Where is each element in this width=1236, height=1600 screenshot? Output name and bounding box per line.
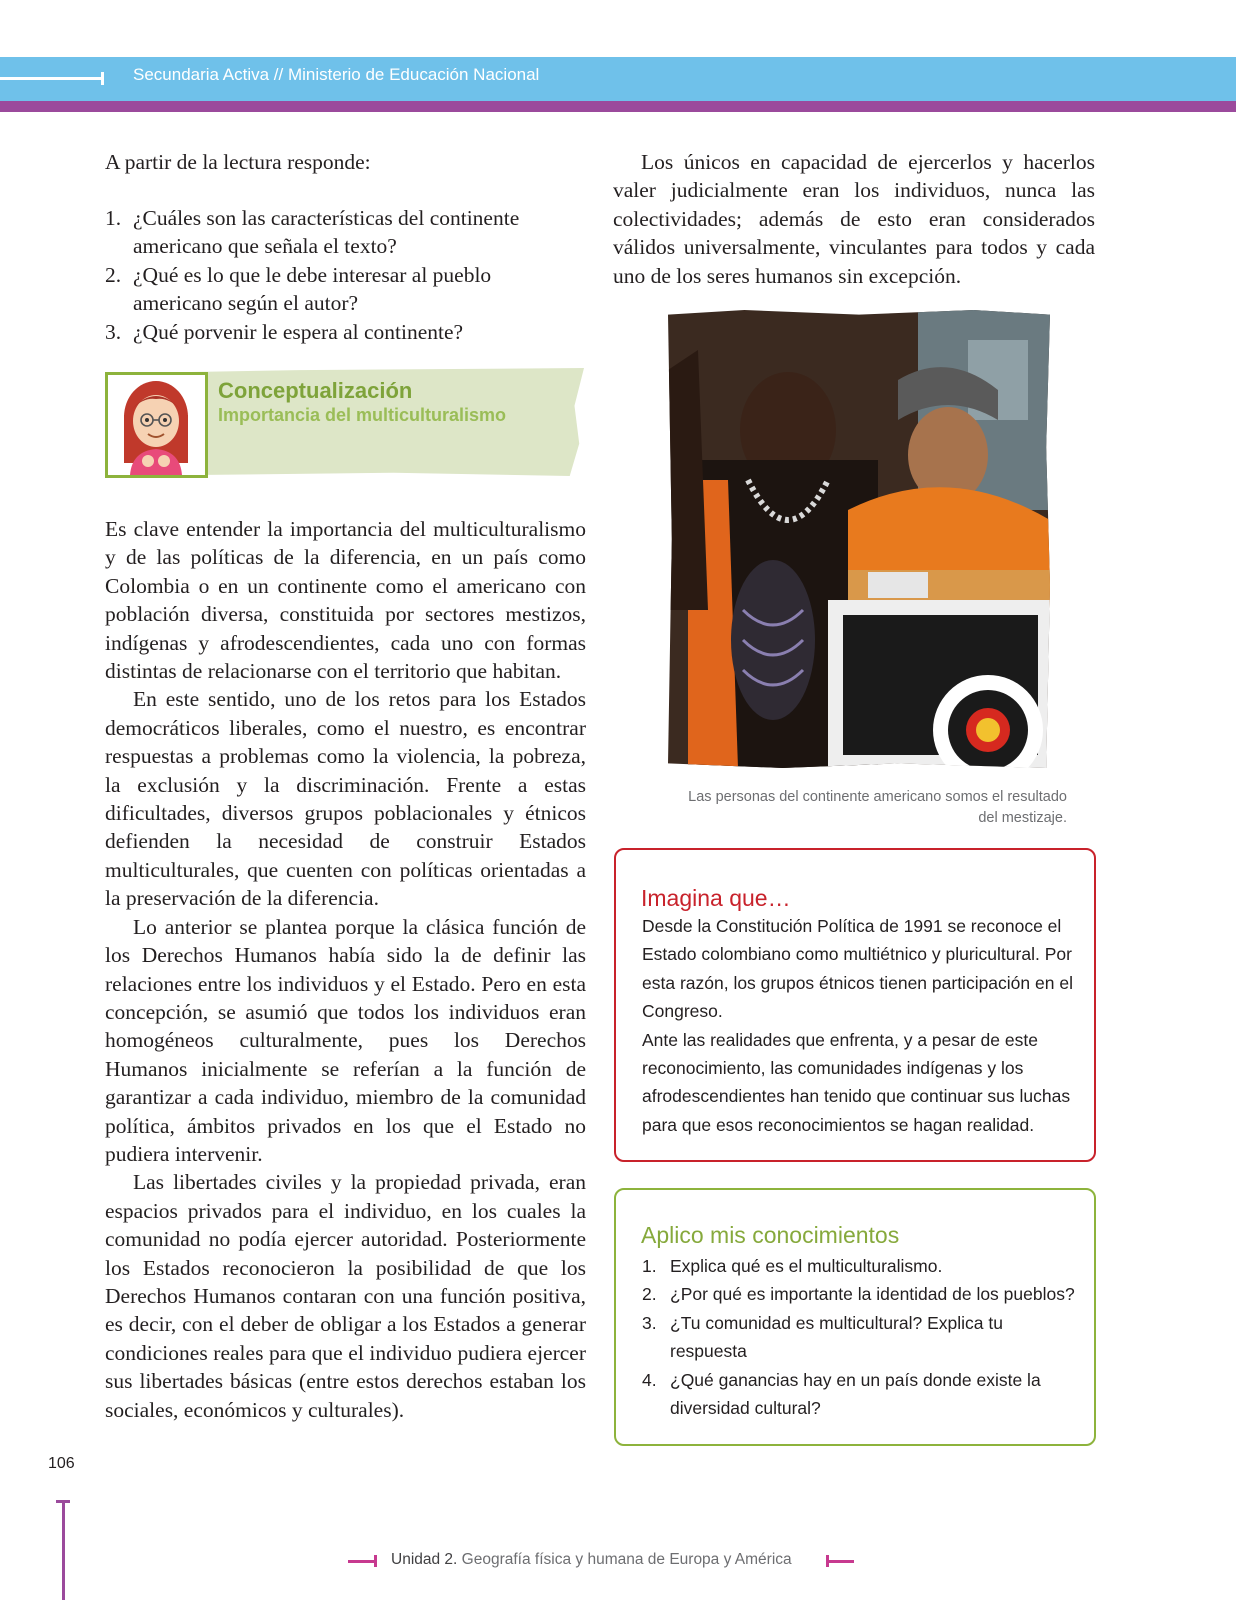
imagina-paragraph: Desde la Constitución Política de 1991 se reconoce el Estado colombiano como multiétnico y pluricultural. Por esta razón, los grupos étnicos tienen participación en el Congreso. xyxy=(642,916,1073,1022)
photo-caption xyxy=(640,787,1067,829)
page-margin-line xyxy=(62,1500,65,1600)
photo-illustration xyxy=(668,310,1050,768)
item-number: 1. xyxy=(105,206,122,230)
footer-unit-title: Geografía física y humana de Europa y América xyxy=(461,1551,792,1568)
item-number: 2. xyxy=(105,262,122,287)
item-number: 2. xyxy=(642,1284,657,1305)
list-item xyxy=(105,204,585,261)
imagina-paragraph: Ante las realidades que enfrenta, y a pesar de este reconocimiento, las comunidades indígenas y los afrodescendientes han tenido que continuar sus luchas para que esos reconocimientos se hagan realidad. xyxy=(642,1029,1071,1135)
page-number: 106 xyxy=(48,1455,75,1472)
community-photo xyxy=(668,310,1050,768)
aplico-list xyxy=(642,1252,1082,1422)
aplico-title: Aplico mis conocimientos xyxy=(641,1222,900,1248)
concept-title: Conceptualización xyxy=(218,378,413,403)
reading-intro: A partir de la lectura responde: xyxy=(105,150,371,174)
item-text: ¿Tu comunidad es multicultural? Explica tu respuesta xyxy=(670,1312,1003,1362)
item-number: 1. xyxy=(642,1256,657,1276)
list-item xyxy=(105,261,585,318)
footer-unit-label: Unidad 2. xyxy=(391,1551,458,1568)
footer-rule-left xyxy=(348,1560,376,1563)
item-text: ¿Qué ganancias hay en un país donde existe la diversidad cultural? xyxy=(670,1369,1041,1419)
list-item xyxy=(642,1366,1082,1423)
list-item xyxy=(642,1309,1082,1366)
header-title: Secundaria Activa // Ministerio de Educación Nacional xyxy=(133,65,540,84)
body-paragraph: Las libertades civiles y la propiedad privada, eran espacios privados para el individuo, en los cuales la comunidad no podía ejercer autoridad. Posteriormente los Estados reconocieron la posibilidad de que los Derechos Humanos contaran con una función positiva, es decir, con el deber de obligar a los Estados a generar condiciones reales para que el individuo pudiera ejercer sus libertades básicas (entre estos derechos estaban los sociales, económicos y culturales). xyxy=(105,1170,586,1422)
item-text: ¿Por qué es importante la identidad de los pueblos? xyxy=(670,1284,1075,1305)
right-paragraph: Los únicos en capacidad de ejercerlos y hacerlos valer judicialmente eran los individuos, nunca las colectividades; además de esto eran considerados válidos universalmente, vinculantes para todos y cada uno de los seres humanos sin excepción. xyxy=(613,150,1095,288)
body-paragraph: En este sentido, uno de los retos para los Estados democráticos liberales, como el nuestro, es encontrar respuestas a problemas como la violencia, la pobreza, la exclusión y la discriminación. Frente a estas dificultades, diversos grupos poblacionales y étnicos defienden la necesidad de construir Estados multiculturales, que cuenten con políticas orientadas a la preservación de la diferencia. xyxy=(105,687,586,911)
concept-subtitle: Importancia del multiculturalismo xyxy=(218,405,507,425)
footer-rule-right xyxy=(826,1560,854,1563)
list-item xyxy=(642,1280,1082,1308)
item-number: 3. xyxy=(642,1312,657,1333)
body-paragraph: Es clave entender la importancia del multiculturalismo y de las políticas de la diferencia, en un país como Colombia o en un continente como el americano con población diversa, constituida por sectores mestizos, indígenas y afrodescendientes, cada uno con formas distintas de relacionarse con el territorio que habitan. xyxy=(105,517,586,684)
item-text: Explica qué es el multiculturalismo. xyxy=(670,1256,943,1276)
item-text: ¿Qué porvenir le espera al continente? xyxy=(133,319,464,344)
girl-avatar-icon xyxy=(108,375,205,475)
imagina-text xyxy=(642,912,1082,1139)
concept-avatar-frame xyxy=(105,372,208,478)
caption-line: del mestizaje. xyxy=(978,810,1067,826)
footer-tick-left xyxy=(374,1555,377,1567)
list-item xyxy=(105,318,585,346)
footer-unit xyxy=(391,1551,792,1569)
header-rule-tick xyxy=(101,72,104,85)
header-rule xyxy=(0,77,102,80)
imagina-title: Imagina que… xyxy=(641,885,791,911)
item-number: 4. xyxy=(642,1369,657,1390)
item-text: ¿Cuáles son las características del continente americano que señala el texto? xyxy=(133,206,520,259)
reading-questions xyxy=(105,204,585,346)
list-item xyxy=(642,1252,1082,1280)
item-number: 3. xyxy=(105,319,122,344)
caption-line: Las personas del continente americano somos el resultado xyxy=(688,789,1067,805)
footer-tick-right xyxy=(826,1555,829,1567)
body-paragraph: Lo anterior se plantea porque la clásica función de los Derechos Humanos había sido la de definir las relaciones entre los individuos y el Estado. Pero en esta concepción, se asumió que todos los individuos eran homogéneos culturalmente, pues los Derechos Humanos inicialmente se referían a la función de garantizar a cada individuo, miembro de la comunidad política, ámbitos privados en los que el Estado no pudiera intervenir. xyxy=(105,914,586,1166)
header-accent-stripe xyxy=(0,101,1236,112)
item-text: ¿Qué es lo que le debe interesar al pueblo americano según el autor? xyxy=(133,262,492,316)
main-text-column xyxy=(105,515,586,1424)
